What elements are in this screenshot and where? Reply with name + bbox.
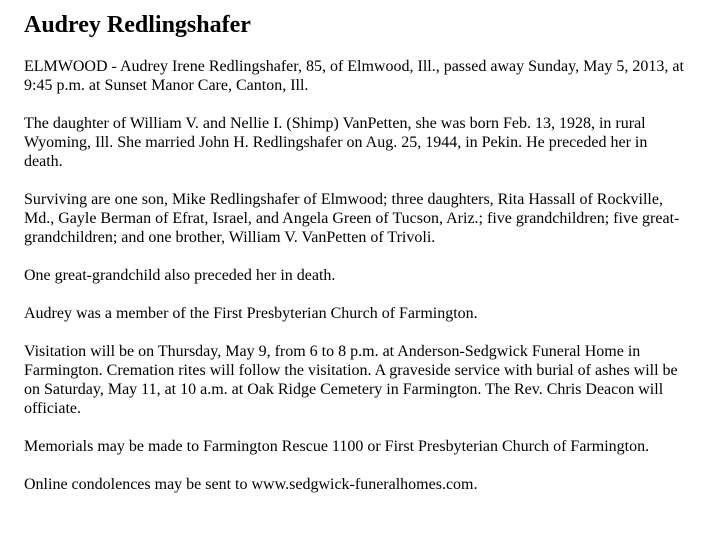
paragraph-preceded: One great-grandchild also preceded her in death. — [24, 267, 336, 284]
paragraph-survivors: Surviving are one son, Mike Redlingshafer of Elmwood; three daughters, Rita Hassall of Rockville, Md., Gayle Berman of Efrat, Israel, and Angela Green of Tucson, Ariz.; five grandchildren; five great-grandchildren; and one brother, William V. VanPetten of Trivoli. — [24, 191, 680, 246]
paragraph-visitation: Visitation will be on Thursday, May 9, from 6 to 8 p.m. at Anderson-Sedgwick Funeral Home in Farmington. Cremation rites will follow the visitation. A graveside service with burial of ashes will be on Saturday, May 11, at 10 a.m. at Oak Ridge Cemetery in Farmington. The Rev. Chris Deacon will officiate. — [24, 343, 678, 417]
paragraph-church: Audrey was a member of the First Presbyterian Church of Farmington. — [24, 305, 478, 322]
page-title: Audrey Redlingshafer — [24, 12, 251, 38]
paragraph-memorials: Memorials may be made to Farmington Rescue 1100 or First Presbyterian Church of Farmington. — [24, 438, 650, 455]
paragraph-death-notice: ELMWOOD - Audrey Irene Redlingshafer, 85, of Elmwood, Ill., passed away Sunday, May 5, 2013, at 9:45 p.m. at Sunset Manor Care, Canton, Ill. — [24, 58, 684, 94]
paragraph-condolences: Online condolences may be sent to www.sedgwick-funeralhomes.com. — [24, 476, 478, 493]
paragraph-biography: The daughter of William V. and Nellie I. (Shimp) VanPetten, she was born Feb. 13, 1928, in rural Wyoming, Ill. She married John H. Redlingshafer on Aug. 25, 1944, in Pekin. He preceded her in death. — [24, 115, 648, 170]
obituary-document — [24, 0, 684, 494]
